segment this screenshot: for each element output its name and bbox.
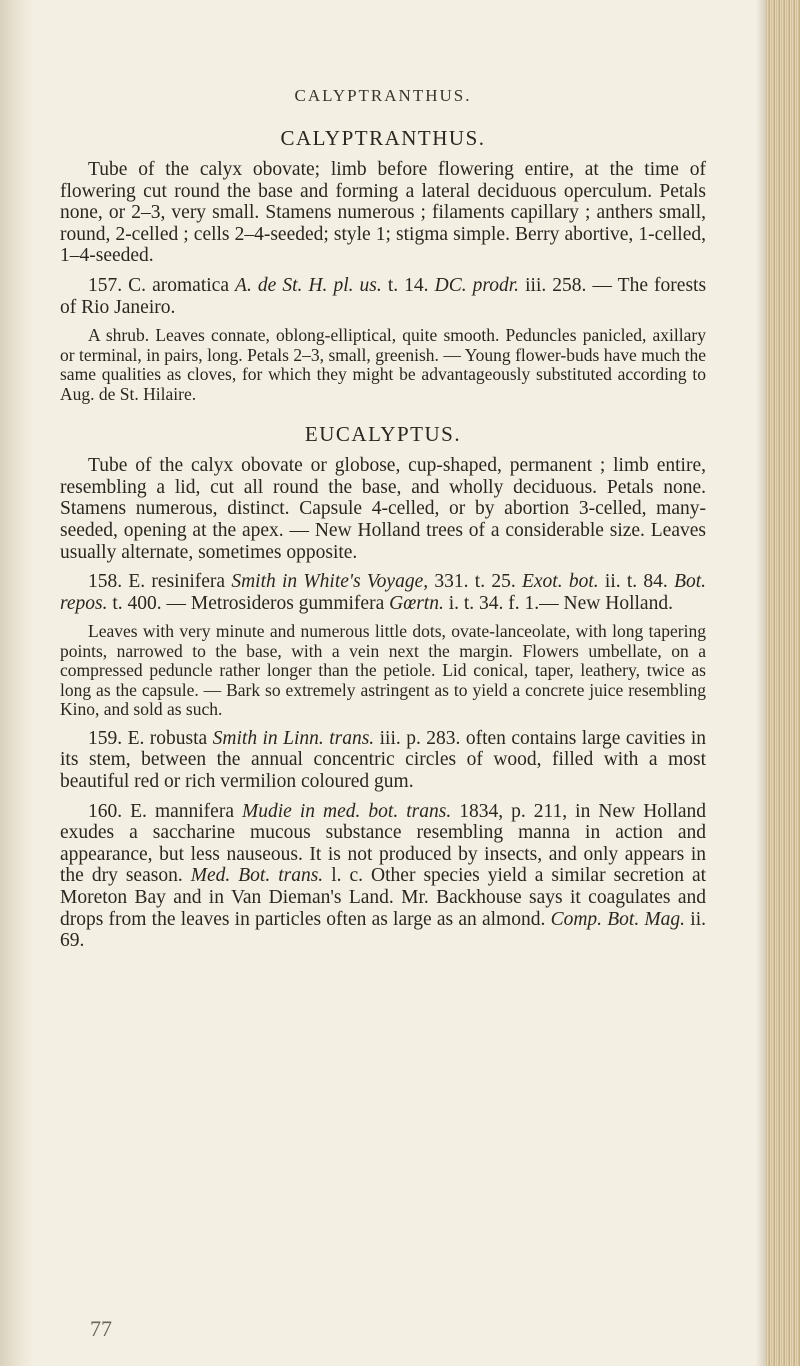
page-body [60,86,706,960]
species-entry-157 [60,275,706,318]
genus-heading-calyptranthus: CALYPTRANTHUS. [280,126,486,150]
genus-description-eucalyptus: Tube of the calyx obovate or globose, cup-shaped, permanent ; limb entire, resembling a lid, cut all round the base, and wholly deciduous. Petals none. Stamens numerous, distinct. Capsule 4-celled, or by abortion 3-celled, many-seeded, opening at the apex. — New Holland trees of a considerable size. Leaves usually alternate, sometimes opposite. [60,455,706,563]
book-gutter [0,0,34,1366]
species-entry-159 [60,728,706,793]
citation-detail: t. 14. [387,274,429,296]
citation: Mudie in med. bot. trans. [242,800,452,822]
citation-detail: iii. p. 283. often contains large cavities in its stem, between the annual concentric circles of wood, filled with a most beautiful red or rich vermilion coloured gum. [60,727,707,792]
genus-heading-eucalyptus: EUCALYPTUS. [304,422,462,447]
species-lead: 160. E. mannifera [88,800,234,822]
species-lead: 158. E. resinifera [88,571,226,593]
citation-detail: iii. 258. — The forests of Rio Janeiro. [60,274,707,318]
citation-detail: i. t. 34. f. 1.— New Holland. [448,592,673,614]
species-entry-160 [60,801,706,952]
species-lead: 157. C. aromatica [88,274,229,296]
citation: Smith in White's Voyage, [231,571,429,593]
species-entry-158 [60,571,706,614]
citation-detail: ii. t. 84. [604,571,668,593]
citation: Exot. bot. [521,571,599,593]
citation-detail: t. 400. — Metrosideros gummifera [112,592,385,614]
citation: Gœrtn. [389,592,444,614]
species-note-157: A shrub. Leaves connate, oblong-elliptical, quite smooth. Peduncles panicled, axillary or terminal, in pairs, long. Petals 2–3, small, greenish. — Young flower-buds have much the same qualities as cloves, for which they might be advantageously substituted according to Aug. de St. Hilaire. [60,325,706,404]
citation-detail: l. c. Other species yield a similar secretion at Moreton Bay and in Van Dieman's Land. Mr. Backhouse says it coagulates and drops from the leaves in particles often as large as an almond. [60,865,707,930]
citation-detail: 331. t. 25. [434,571,516,593]
species-note-158: Leaves with very minute and numerous little dots, ovate-lanceolate, with long tapering points, narrowed to the base, with a vein next the margin. Flowers umbellate, on a compressed peduncle rather longer than the petiole. Lid conical, taper, leathery, twice as long as the capsule. — Bark so extremely astringent as to yield a concrete juice resembling Kino, and sold as such. [60,621,706,720]
citation: DC. prodr. [434,274,520,296]
genus-description-calyptranthus: Tube of the calyx obovate; limb before flowering entire, at the time of flowering cut round the base and forming a lateral deciduous operculum. Petals none, or 2–3, very small. Stamens numerous ; filaments capillary ; anthers small, round, 2-celled ; cells 2–4-seeded; style 1; stigma simple. Berry abortive, 1-celled, 1–4-seeded. [60,159,706,267]
citation: Med. Bot. trans. [190,865,324,887]
citation: Comp. Bot. Mag. [550,908,686,930]
citation: Smith in Linn. trans. [212,727,375,749]
citation-detail: ii. 69. [60,908,706,952]
page-number: 77 [90,1316,112,1341]
citation: Bot. repos. [60,571,707,614]
citation-detail: 1834, p. 211, in New Holland exudes a saccharine mucous substance resembling manna in action and appearance, but less nauseous. It is not produced by insects, and only appears in the dry season. [60,800,707,887]
page-edge [766,0,800,1366]
running-head: CALYPTRANTHUS. [294,86,472,105]
species-lead: 159. E. robusta [88,727,208,749]
citation: A. de St. H. pl. us. [235,274,382,296]
